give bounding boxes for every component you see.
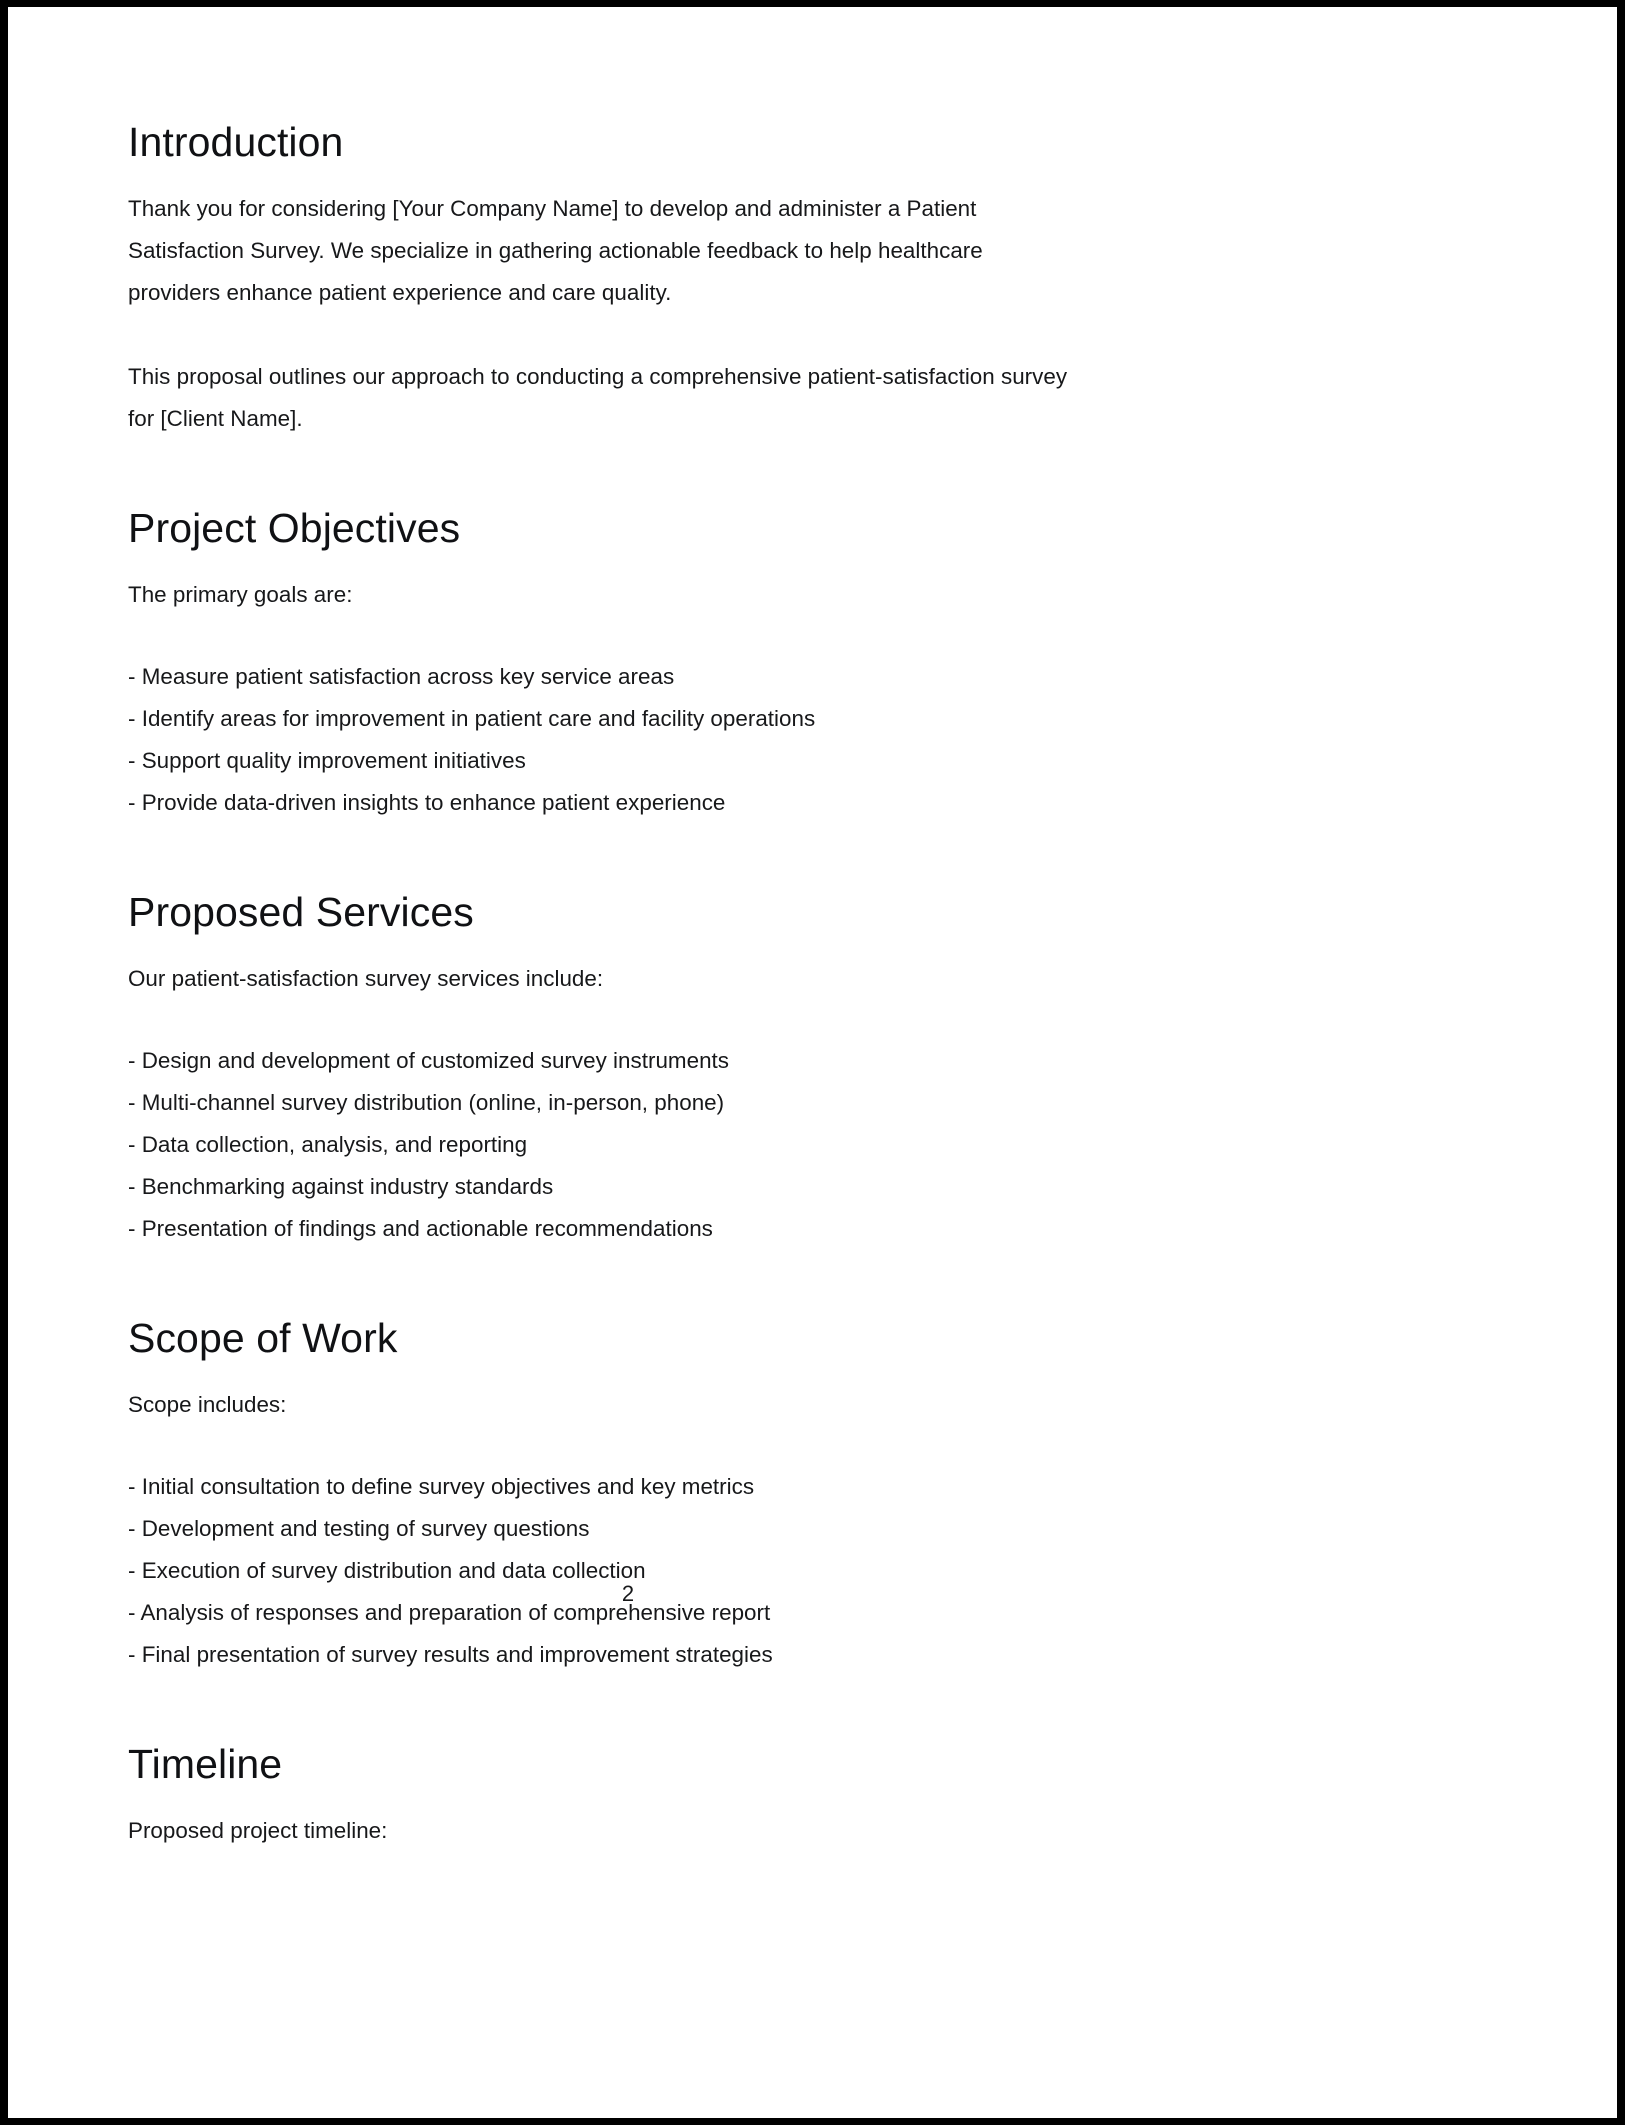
spacer [128,1000,1128,1040]
spacer [128,440,1128,506]
list-item: - Provide data-driven insights to enhance patient experience [128,789,726,815]
document-page [24,22,1617,2117]
section-heading-project-objectives: Project Objectives [128,504,461,551]
list-project-objectives [128,656,1128,824]
lead-in-proposed-services: Our patient-satisfaction survey services include: [128,965,604,991]
document-content [128,120,1128,1852]
lead-in-timeline: Proposed project timeline: [128,1817,388,1843]
list-item: - Execution of survey distribution and data collection [128,1557,646,1583]
list-proposed-services [128,1040,1128,1250]
spacer [128,314,1128,356]
spacer [128,1426,1128,1466]
section-heading-timeline: Timeline [128,1740,283,1787]
paragraph-intro-2: This proposal outlines our approach to conducting a comprehensive patient-satisfaction survey for [Client Name]. [128,363,1068,431]
list-item: - Multi-channel survey distribution (online, in-person, phone) [128,1089,725,1115]
spacer [128,1676,1128,1742]
section-heading-proposed-services: Proposed Services [128,888,474,935]
spacer [128,1788,1128,1810]
list-item: - Analysis of responses and preparation of comprehensive report [128,1599,771,1625]
list-item: - Benchmarking against industry standards [128,1173,554,1199]
list-item: - Data collection, analysis, and reporting [128,1131,528,1157]
spacer [128,1250,1128,1316]
list-item: - Support quality improvement initiatives [128,747,526,773]
page-number: 2 [621,1581,635,1606]
spacer [128,824,1128,890]
list-scope-of-work [128,1466,1128,1676]
list-item: - Development and testing of survey questions [128,1515,590,1541]
list-item: - Measure patient satisfaction across key service areas [128,663,675,689]
lead-in-project-objectives: The primary goals are: [128,581,353,607]
spacer [128,552,1128,574]
list-item: - Design and development of customized survey instruments [128,1047,729,1073]
section-heading-scope-of-work: Scope of Work [128,1314,398,1361]
spacer [128,616,1128,656]
section-heading-introduction: Introduction [128,119,344,165]
paragraph-intro-1: Thank you for considering [Your Company Name] to develop and administer a Patient Satisfaction Survey. We specialize in gathering actionable feedback to help healthcare providers enhance patient experience and care quality. [128,195,983,305]
spacer [128,1362,1128,1384]
list-item: - Identify areas for improvement in patient care and facility operations [128,705,816,731]
spacer [128,166,1128,188]
list-item: - Initial consultation to define survey objectives and key metrics [128,1473,755,1499]
list-item: - Final presentation of survey results and improvement strategies [128,1641,773,1667]
spacer [128,936,1128,958]
list-item: - Presentation of findings and actionable recommendations [128,1215,713,1241]
lead-in-scope-of-work: Scope includes: [128,1391,287,1417]
scan-border-inner [8,7,1617,2118]
